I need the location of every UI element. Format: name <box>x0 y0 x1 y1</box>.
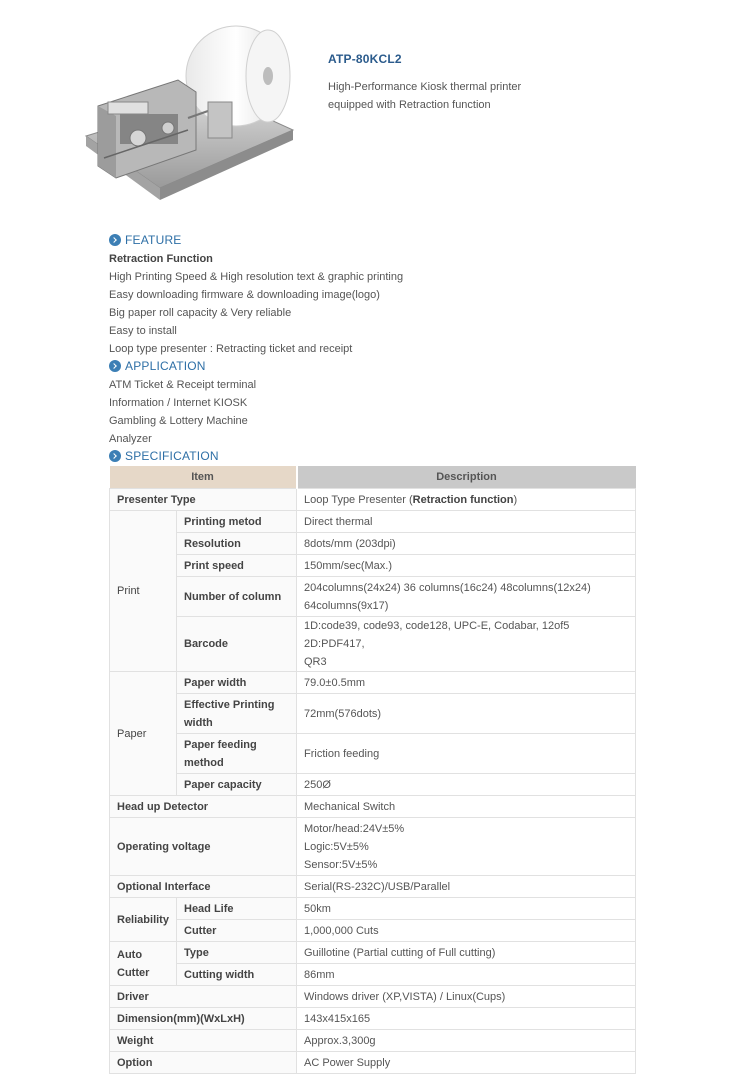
spec-value-line: Logic:5V±5% <box>304 840 369 853</box>
spec-group-label: Paper <box>110 672 177 796</box>
spec-value-line: QR3 <box>304 656 327 668</box>
spec-group-label: Print <box>110 511 177 672</box>
table-row <box>110 818 636 876</box>
table-row <box>110 1008 636 1030</box>
feature-heading <box>109 232 182 248</box>
spec-label-line: width <box>184 716 213 729</box>
spec-value: Direct thermal <box>297 511 636 533</box>
spec-group-label <box>110 942 177 986</box>
table-row <box>110 694 636 734</box>
table-row <box>110 796 636 818</box>
spec-value-line: 204columns(24x24) 36 columns(16c24) 48columns(12x24) <box>304 581 591 594</box>
product-description-line: equipped with Retraction function <box>328 99 491 111</box>
specification-heading <box>109 448 219 464</box>
feature-item: Easy to install <box>109 325 177 337</box>
feature-list <box>109 250 403 358</box>
spec-label: Paper capacity <box>177 774 297 796</box>
spec-label: Paper width <box>177 672 297 694</box>
table-row <box>110 964 636 986</box>
table-row <box>110 577 636 617</box>
chevron-right-icon <box>109 360 121 372</box>
spec-label: Weight <box>110 1030 297 1052</box>
feature-heading-label: FEATURE <box>125 233 182 247</box>
table-row <box>110 898 636 920</box>
spec-label: Head up Detector <box>110 796 297 818</box>
spec-value: Mechanical Switch <box>297 796 636 818</box>
spec-label-line: Effective Printing <box>184 698 275 711</box>
application-item: Information / Internet KIOSK <box>109 397 248 409</box>
spec-value-text: Loop Type Presenter ( <box>304 493 413 506</box>
spec-label: Resolution <box>177 533 297 555</box>
feature-item: Retraction Function <box>109 253 213 265</box>
specification-heading-label: SPECIFICATION <box>125 449 219 463</box>
table-row <box>110 942 636 964</box>
feature-item: Big paper roll capacity & Very reliable <box>109 307 292 319</box>
spec-label: Presenter Type <box>110 489 297 511</box>
spec-group-label-line: Cutter <box>117 966 150 979</box>
spec-value-line: 1D:code39, code93, code128, UPC-E, Codabar, 12of5 2D:PDF417, <box>304 620 570 650</box>
application-list <box>109 376 256 448</box>
spec-label-line: method <box>184 756 224 769</box>
spec-label: Head Life <box>177 898 297 920</box>
spec-value: AC Power Supply <box>297 1052 636 1074</box>
spec-value: 150mm/sec(Max.) <box>297 555 636 577</box>
spec-value: 72mm(576dots) <box>297 694 636 734</box>
application-heading <box>109 358 206 374</box>
table-row <box>110 734 636 774</box>
spec-value-line: Motor/head:24V±5% <box>304 822 405 835</box>
spec-value-line: 64columns(9x17) <box>304 599 389 612</box>
table-row <box>110 920 636 942</box>
application-item: Gambling & Lottery Machine <box>109 415 248 427</box>
spec-label <box>177 734 297 774</box>
spec-label: Option <box>110 1052 297 1074</box>
spec-label: Printing metod <box>177 511 297 533</box>
spec-value: 8dots/mm (203dpi) <box>297 533 636 555</box>
spec-label: Driver <box>110 986 297 1008</box>
spec-label: Barcode <box>177 617 297 672</box>
spec-label: Dimension(mm)(WxLxH) <box>110 1008 297 1030</box>
chevron-right-icon <box>109 450 121 462</box>
table-row <box>110 617 636 672</box>
spec-value <box>297 489 636 511</box>
spec-label: Operating voltage <box>110 818 297 876</box>
feature-item: High Printing Speed & High resolution text & graphic printing <box>109 271 404 283</box>
spec-value <box>297 577 636 617</box>
product-description-line: High-Performance Kiosk thermal printer <box>328 81 522 93</box>
spec-group-label: Reliability <box>110 898 177 942</box>
feature-item: Loop type presenter : Retracting ticket and receipt <box>109 343 353 355</box>
spec-group-label-line: Auto <box>117 948 143 961</box>
product-title: ATP-80KCL2 <box>328 52 402 66</box>
spec-value: Guillotine (Partial cutting of Full cutting) <box>297 942 636 964</box>
spec-label: Type <box>177 942 297 964</box>
table-row <box>110 1052 636 1074</box>
spec-label: Cutter <box>177 920 297 942</box>
spec-value-text: ) <box>513 493 518 506</box>
application-item: ATM Ticket & Receipt terminal <box>109 379 257 391</box>
spec-value: 143x415x165 <box>297 1008 636 1030</box>
spec-value <box>297 617 636 672</box>
table-row <box>110 774 636 796</box>
table-row <box>110 533 636 555</box>
spec-value: 250Ø <box>297 774 636 796</box>
spec-value: Approx.3,300g <box>297 1030 636 1052</box>
table-row <box>110 986 636 1008</box>
application-item: Analyzer <box>109 433 152 445</box>
feature-item: Easy downloading firmware & downloading image(logo) <box>109 289 380 301</box>
table-row <box>110 489 636 511</box>
spec-label: Cutting width <box>177 964 297 986</box>
table-row <box>110 511 636 533</box>
spec-label: Optional Interface <box>110 876 297 898</box>
description-column-header: Description <box>297 466 636 489</box>
application-heading-label: APPLICATION <box>125 359 206 373</box>
table-row <box>110 672 636 694</box>
spec-label-line: Paper feeding <box>184 738 257 751</box>
spec-label: Print speed <box>177 555 297 577</box>
table-header-row <box>110 466 636 489</box>
spec-label <box>177 694 297 734</box>
spec-value-bold: Retraction function <box>412 493 514 506</box>
spec-value: 50km <box>297 898 636 920</box>
spec-value: Friction feeding <box>297 734 636 774</box>
table-row <box>110 876 636 898</box>
chevron-right-icon <box>109 234 121 246</box>
spec-value-line: Sensor:5V±5% <box>304 858 378 871</box>
spec-value: Serial(RS-232C)/USB/Parallel <box>297 876 636 898</box>
spec-value <box>297 818 636 876</box>
spec-value: Windows driver (XP,VISTA) / Linux(Cups) <box>297 986 636 1008</box>
product-description <box>328 78 628 114</box>
spec-value: 1,000,000 Cuts <box>297 920 636 942</box>
item-column-header: Item <box>110 466 297 489</box>
spec-label: Number of column <box>177 577 297 617</box>
spec-value: 86mm <box>297 964 636 986</box>
printer-product-image <box>68 18 313 208</box>
table-row <box>110 555 636 577</box>
spec-value: 79.0±0.5mm <box>297 672 636 694</box>
table-row <box>110 1030 636 1052</box>
specification-table <box>109 466 636 1074</box>
